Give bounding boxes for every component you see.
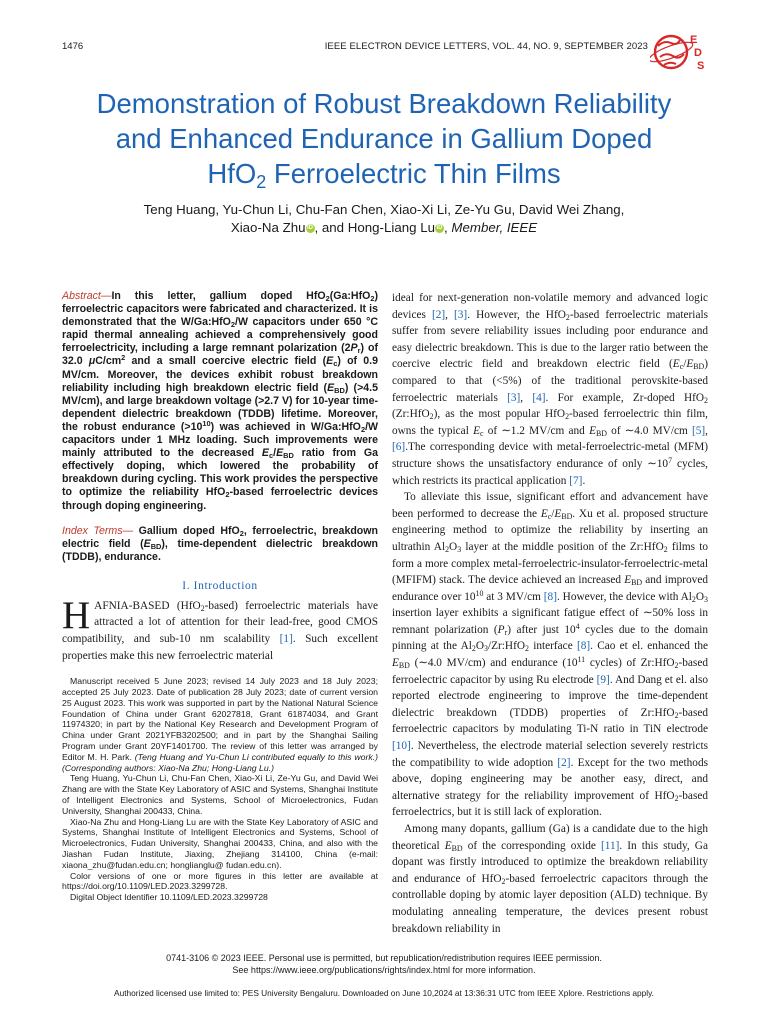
authors-line-2: Xiao-Na Zhu iD , and Hong-Liang Lu iD , Member, IEEE: [230, 220, 538, 235]
logo-letter-s: S: [697, 60, 705, 72]
right-column: [392, 290, 708, 937]
section-heading-introduction: I. Introduction: [182, 579, 258, 592]
logo-letter-d: D: [694, 47, 702, 59]
authorized-use-note: Authorized licensed use limited to: PES University Bengaluru. Downloaded on June 10,2024 at 13:36:31 UTC from IEEE Xplore. Restrictions apply.: [114, 988, 654, 998]
index-terms-lead: Index Terms—: [62, 524, 134, 537]
body-paragraph-4: Among many dopants, gallium (Ga) is a candidate due to the high theoretical $E_{BD}$ of the corresponding oxide [11]. In this study, Ga dopant was firstly introduced to optimize the breakdown reliability and endurance of HfO$_2$-based ferroelectric capacitors through the controllable doping by atomic layer deposition (ALD) technique. By modulating annealing temperature, the devices present robust breakdown reliability in: [392, 823, 708, 935]
drop-cap: H: [62, 593, 91, 637]
authors-line-1: Teng Huang, Yu-Chun Li, Chu-Fan Chen, Xiao-Xi Li, Ze-Yu Gu, David Wei Zhang,: [143, 202, 625, 217]
abstract-text: In this letter, gallium doped HfO$_2$(Ga:HfO$_2$) ferroelectric capacitors were fabricated and characterized. It is demonstrated that the W/Ga:HfO$_2$/W capacitors under 650 °C rapid thermal annealing achieved a comprehensively good ferroelectricity, including a large remnant polarization $(2P_r)$ of 32.0 $\mu C/cm^2$ and a small coercive electric field $(E_c)$ of 0.9 MV/cm. Moreover, the devices exhibit robust breakdown reliability including high breakdown electric field $(E_{BD})$ (>4.5 MV/cm), and large breakdown voltage (>2.7 V) for 10-year time-dependent dielectric breakdown (TDDB) lifetime. Moreover, the robust endurance $(>10^{10})$ was achieved in W/Ga:HfO$_2$/W capacitors under 1 MHz loading. Such improvements were mainly attributed to the decreased $E_c/E_{BD}$ ratio from Ga effectively doping, which lowered the probability of breakdown during cycling. This work provides the perspective to optimize the reliability HfO$_2$-based ferroelectric devices through doping engineering.: [62, 290, 379, 512]
index-terms-text: Gallium doped HfO$_2$, ferroelectric, breakdown electric field $(E_{BD})$, time-dependent dielectric breakdown (TDDB), endurance.: [62, 524, 378, 563]
copyright-line: 0741-3106 © 2023 IEEE. Personal use is permitted, but republication/redistribution requires IEEE permission.: [166, 953, 602, 963]
copyright-footer: [40, 953, 728, 976]
title-line-1: Demonstration of Robust Breakdown Reliability: [96, 88, 672, 119]
title-line-2: and Enhanced Endurance in Gallium Doped: [115, 123, 653, 154]
footnote-color-versions[interactable]: Color versions of one or more figures in this letter are available at https://doi.org/10.1109/LED.2023.3299728.: [62, 870, 378, 892]
logo-letter-e: E: [690, 34, 698, 46]
orcid-icon[interactable]: iD: [307, 225, 313, 231]
intro-paragraph-1: HAFNIA-BASED (HfO$_2$-based) ferroelectric materials have attracted a lot of attention for their lead-free, good CMOS compatibility, and sub-10 nm scalability [1]. Such excellent properties make this new ferroelectric material: [62, 593, 378, 662]
author-list: [40, 201, 728, 237]
eds-society-logo: [650, 30, 708, 74]
footnote-affiliation-2: Xiao-Na Zhu and Hong-Liang Lu are with the State Key Laboratory of ASIC and Systems, Shanghai Institute of Intelligent Electronics and Systems, School of Microelectronics, Fudan University, Shanghai 200433, China, and also with the Jiashan Fudan Institute, Jiaxing, Zhejiang 314100, China (e-mail: xiaona_zhu@fudan.edu.cn; honglianglu@ fudan.edu.cn).: [62, 816, 378, 870]
journal-header: IEEE ELECTRON DEVICE LETTERS, VOL. 44, NO. 9, SEPTEMBER 2023: [324, 41, 648, 52]
orcid-icon[interactable]: iD: [436, 225, 443, 231]
rights-link-line[interactable]: See https://www.ieee.org/publications/rights/index.html for more information.: [232, 964, 536, 975]
member-ieee: Member, IEEE: [451, 220, 538, 235]
index-terms: [62, 525, 378, 564]
page-number: 1476: [62, 41, 84, 52]
footnote-doi: Digital Object Identifier 10.1109/LED.2023.3299728: [70, 892, 268, 903]
body-paragraph-3: To alleviate this issue, significant effort and advancement have been performed to decrease the $E_c/E_{BD}$. Xu et al. proposed structure engineering method to optimize the reliability by inserting an ultrathin $Al_2O_3$ layer at the middle position of the Zr:HfO$_2$ films to form a more complex metal-ferroelectric-insulator-ferroelectric-metal (MFIFM) stack. The device achieved an increased $E_{BD}$ and improved endurance over $10^{10}$ at 3 MV/cm [8]. However, the device with $Al_2O_3$ insertion layer exhibits a significant fatigue effect of ∼50% loss in remnant polarization $(P_r)$ after just $10^4$ cycles due to the domain pinning at the $Al_2O_3/Zr:HfO_2$ interface [8]. Cao et el. enhanced the $E_{BD}$ (∼4.0 MV/cm) and endurance ($10^{11}$ cycles) of Zr:HfO$_2$-based ferroelectric capacitor by using Ru electrode [9]. And Dang et el. also reported electrode engineering to improve the time-dependent dielectric breakdown (TDDB) properties of Zr:HfO$_2$-based ferroelectric capacitors by modulating Ti-N ratio in TiN electrode [10]. Nevertheless, the electrode material selection severely restricts the compatibility to wide adoption [2]. Except for the two methods above, doping engineering may be another easy, direct, and alternative strategy for the reliability improvement of HfO$_2$-based ferroelectrics, but it is still lack of exploration.: [392, 491, 709, 819]
footnote-affiliation-1: Teng Huang, Yu-Chun Li, Chu-Fan Chen, Xiao-Xi Li, Ze-Yu Gu, and David Wei Zhang are with the State Key Laboratory of ASIC and Systems, Shanghai Institute of Intelligent Electronics and Systems, School of Microelectronics, Fudan University, Shanghai 200433, China.: [62, 773, 378, 816]
footnotes: [62, 676, 378, 903]
title-line-3: HfO$_2$ Ferroelectric Thin Films: [207, 158, 561, 192]
abstract-lead: Abstract—: [62, 290, 112, 302]
abstract: [62, 290, 378, 513]
left-column: [62, 290, 378, 903]
footnote-manuscript: Manuscript received 5 June 2023; revised 14 July 2023 and 18 July 2023; accepted 25 July 2023. Date of publication 28 July 2023; date of current version 25 August 2023. This work was supported in part by the National Natural Science Foundation of China under Grant 62027818, Grant 61874034, and Grant 11974320; in part by the National Key Research and Development Program of China under Grant 2021YFB3202500; and in part by the Shanghai Sailing Program under Grant 20YF1401700. The review of this letter was arranged by Editor M. H. Park. (Teng Huang and Yu-Chun Li contributed equally to this work.) (Corresponding authors: Xiao-Na Zhu; Hong-Liang Lu.): [62, 676, 378, 773]
body-paragraph-2: ideal for next-generation non-volatile memory and advanced logic devices [2], [3]. However, the HfO$_2$-based ferroelectric materials suffer from severe reliability issues including poor endurance and easy dielectric breakdown. This is due to the larger ratio between the coercive electric field and breakdown electric field $(E_c/E_{BD})$ compared to that (<5%) of the traditional perovskite-based ferroelectric materials [3], [4]. For example, Zr-doped HfO$_2$ (Zr:HfO$_2$), as the most popular HfO$_2$-based ferroelectric thin film, owns the typical $E_c$ of ∼1.2 MV/cm and $E_{BD}$ of ∼4.0 MV/cm [5], [6].The corresponding device with metal-ferroelectric-metal (MFM) structure shows the unsatisfactory endurance of only $\sim 10^7$ cycles, which restricts its practical application [7].: [392, 292, 708, 487]
paper-title: [40, 86, 728, 191]
